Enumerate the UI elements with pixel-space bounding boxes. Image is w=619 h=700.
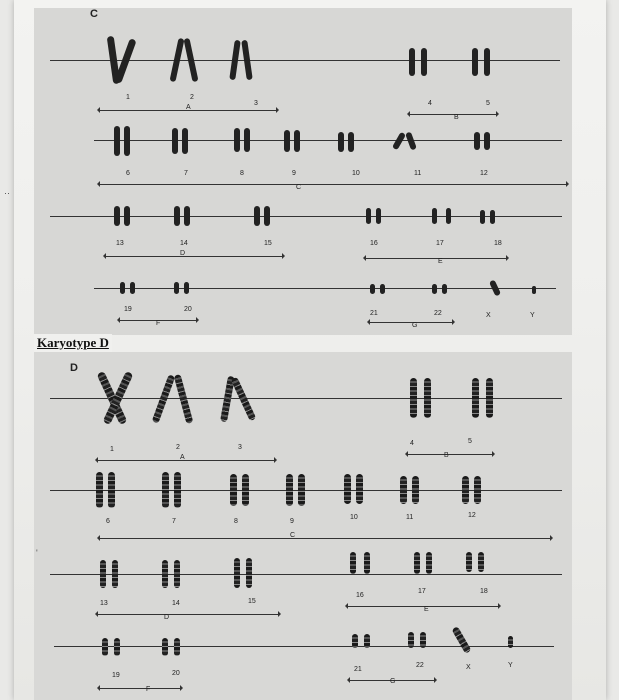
chromosome	[114, 638, 120, 656]
group-label: F	[146, 686, 151, 693]
chromosome	[344, 474, 351, 504]
chromosome-number: 21	[354, 666, 362, 673]
group-label: C	[296, 184, 302, 191]
chromosome	[174, 560, 180, 588]
chromosome	[405, 132, 417, 151]
chromosome	[364, 634, 370, 648]
chromosome	[364, 552, 370, 574]
karyotype-c-figure	[34, 8, 572, 335]
row-baseline	[94, 140, 562, 141]
group-label: D	[180, 250, 186, 257]
chromosome-number: 8	[240, 170, 244, 177]
chromosome	[114, 206, 120, 226]
group-label: C	[290, 532, 296, 539]
chromosome-number: 19	[112, 672, 120, 679]
chromosome-number: 12	[480, 170, 488, 177]
group-arrow	[98, 614, 278, 615]
chromosome-number: 5	[468, 438, 472, 445]
chromosome	[294, 130, 300, 152]
group-arrow	[348, 606, 498, 607]
chromosome	[486, 378, 493, 418]
chromosome-number: 2	[176, 444, 180, 451]
group-label: A	[186, 104, 191, 111]
chromosome-number: Y	[530, 312, 535, 319]
chromosome	[102, 638, 108, 656]
chromosome	[242, 474, 249, 506]
chromosome	[172, 128, 178, 154]
chromosome	[410, 378, 417, 418]
chromosome	[120, 282, 125, 294]
chromosome	[162, 638, 168, 656]
chromosome	[231, 377, 257, 422]
chromosome	[174, 374, 194, 424]
chromosome-number: 7	[184, 170, 188, 177]
row-baseline	[50, 574, 562, 575]
chromosome	[230, 474, 237, 506]
chromosome-number: 4	[428, 100, 432, 107]
chromosome	[348, 132, 354, 152]
panel-letter: D	[70, 362, 78, 374]
chromosome-number: 6	[106, 518, 110, 525]
chromosome	[284, 130, 290, 152]
chromosome-number: 15	[264, 240, 272, 247]
chromosome	[508, 636, 513, 648]
chromosome-number: 22	[434, 310, 442, 317]
group-label: G	[390, 678, 396, 685]
karyotype-d-figure	[34, 352, 572, 700]
chromosome	[162, 560, 168, 588]
chromosome	[420, 632, 426, 648]
chromosome	[114, 126, 120, 156]
chromosome-number: 4	[410, 440, 414, 447]
chromosome	[412, 476, 419, 504]
chromosome-number: 14	[180, 240, 188, 247]
chromosome-number: 15	[248, 598, 256, 605]
chromosome	[234, 558, 240, 588]
group-arrow	[100, 538, 550, 539]
group-arrow	[410, 114, 496, 115]
chromosome	[338, 132, 344, 152]
chromosome	[152, 374, 176, 423]
chromosome	[451, 626, 471, 654]
chromosome	[376, 208, 381, 224]
chromosome	[400, 476, 407, 504]
chromosome-number: 17	[436, 240, 444, 247]
group-label: A	[180, 454, 185, 461]
chromosome	[446, 208, 451, 224]
chromosome	[414, 552, 420, 574]
chromosome	[114, 38, 136, 84]
chromosome	[182, 128, 188, 154]
chromosome-number: 13	[116, 240, 124, 247]
group-label: B	[444, 452, 449, 459]
chromosome-number: 9	[290, 518, 294, 525]
chromosome	[466, 552, 472, 572]
chromosome-number: 9	[292, 170, 296, 177]
chromosome	[484, 48, 490, 76]
chromosome	[184, 206, 190, 226]
group-arrow	[100, 688, 180, 689]
chromosome-number: 3	[238, 444, 242, 451]
chromosome	[174, 472, 181, 508]
chromosome-number: X	[466, 664, 471, 671]
chromosome	[484, 132, 490, 150]
chromosome	[124, 206, 130, 226]
chromosome	[392, 132, 406, 151]
chromosome	[366, 208, 371, 224]
group-arrow	[106, 256, 282, 257]
chromosome-number: 20	[184, 306, 192, 313]
chromosome	[432, 208, 437, 224]
chromosome	[370, 284, 375, 294]
chromosome-number: 10	[352, 170, 360, 177]
chromosome	[112, 560, 118, 588]
group-arrow	[100, 184, 566, 185]
chromosome	[462, 476, 469, 504]
chromosome	[162, 472, 169, 508]
chromosome	[432, 284, 437, 294]
chromosome	[408, 632, 414, 648]
chromosome-number: 1	[110, 446, 114, 453]
row-baseline	[54, 646, 554, 647]
chromosome	[174, 638, 180, 656]
chromosome-number: 5	[486, 100, 490, 107]
row-baseline	[94, 288, 556, 289]
chromosome	[421, 48, 427, 76]
chromosome	[356, 474, 363, 504]
chromosome-number: 3	[254, 100, 258, 107]
chromosome	[96, 472, 103, 508]
chromosome-number: 14	[172, 600, 180, 607]
chromosome	[350, 552, 356, 574]
chromosome	[532, 286, 536, 294]
chromosome-number: X	[486, 312, 491, 319]
chromosome-number: 20	[172, 670, 180, 677]
chromosome	[298, 474, 305, 506]
chromosome	[478, 552, 484, 572]
chromosome-number: 12	[468, 512, 476, 519]
chromosome-number: 16	[370, 240, 378, 247]
group-label: E	[424, 606, 429, 613]
chromosome	[234, 128, 240, 152]
chromosome	[244, 128, 250, 152]
chromosome-number: 18	[480, 588, 488, 595]
chromosome	[286, 474, 293, 506]
group-label: G	[412, 322, 418, 329]
group-label: F	[156, 320, 161, 327]
chromosome	[380, 284, 385, 294]
chromosome	[409, 48, 415, 76]
chromosome-number: 2	[190, 94, 194, 101]
chromosome	[108, 472, 115, 508]
chromosome-number: 18	[494, 240, 502, 247]
group-label: D	[164, 614, 170, 621]
chromosome	[246, 558, 252, 588]
chromosome	[472, 48, 478, 76]
chromosome	[174, 206, 180, 226]
chromosome-number: 8	[234, 518, 238, 525]
chromosome-number: 22	[416, 662, 424, 669]
chromosome	[254, 206, 260, 226]
chromosome	[424, 378, 431, 418]
chromosome-number: 16	[356, 592, 364, 599]
group-arrow	[98, 460, 274, 461]
karyotype-d-heading: Karyotype D	[34, 334, 112, 353]
chromosome	[174, 282, 179, 294]
chromosome-number: 21	[370, 310, 378, 317]
group-arrow	[366, 258, 506, 259]
chromosome-number: 19	[124, 306, 132, 313]
chromosome-number: 10	[350, 514, 358, 521]
chromosome	[474, 132, 480, 150]
chromosome-number: 6	[126, 170, 130, 177]
chromosome	[264, 206, 270, 226]
chromosome-number: 17	[418, 588, 426, 595]
panel-letter: C	[90, 8, 98, 20]
group-arrow	[370, 322, 452, 323]
chromosome	[426, 552, 432, 574]
edge-mark: ‥	[4, 186, 11, 196]
chromosome-number: 1	[126, 94, 130, 101]
chromosome	[480, 210, 485, 224]
chromosome-number: 11	[414, 170, 422, 177]
chromosome-number: 7	[172, 518, 176, 525]
chromosome-number: Y	[508, 662, 513, 669]
group-label: B	[454, 114, 459, 121]
chromosome	[474, 476, 481, 504]
edge-mark: ʹ	[36, 548, 38, 558]
group-label: E	[438, 258, 443, 265]
chromosome	[124, 126, 130, 156]
group-arrow	[408, 454, 492, 455]
chromosome	[184, 282, 189, 294]
chromosome	[472, 378, 479, 418]
chromosome	[442, 284, 447, 294]
chromosome	[100, 560, 106, 588]
chromosome	[130, 282, 135, 294]
chromosome-number: 13	[100, 600, 108, 607]
row-baseline	[50, 490, 562, 491]
chromosome-number: 11	[406, 514, 414, 521]
chromosome	[352, 634, 358, 648]
chromosome	[490, 210, 495, 224]
